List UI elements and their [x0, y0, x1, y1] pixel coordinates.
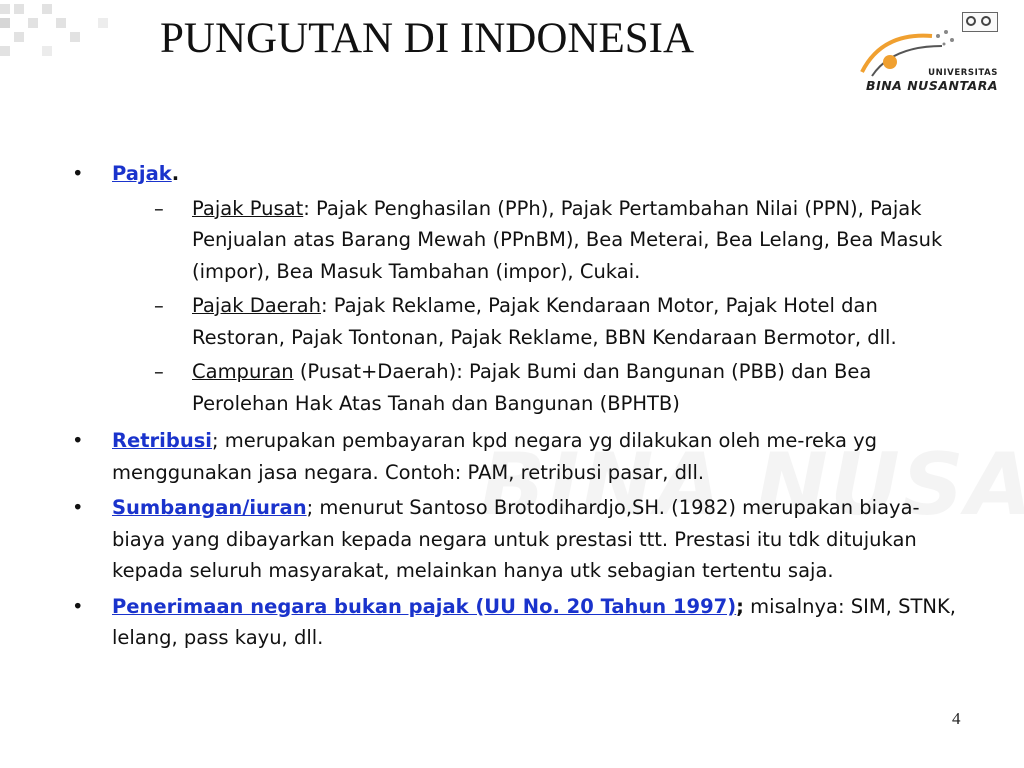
logo-text-universitas: UNIVERSITAS [928, 68, 998, 78]
bullet-retribusi: • Retribusi; merupakan pembayaran kpd negara yg dilakukan oleh me-reka yg menggunakan jasa negara. Contoh: PAM, retribusi pasar, dll. [72, 429, 878, 484]
keyword-pnbp[interactable]: Penerimaan negara bukan pajak (UU No. 20 Tahun 1997) [112, 594, 737, 618]
label-pajak-pusat: Pajak Pusat [192, 196, 304, 220]
slide-body [72, 158, 972, 658]
pajak-sublist [112, 193, 972, 420]
bullet-pajak: • Pajak. – Pajak Pusat: Pajak Penghasilan (PPh), Pajak Pertambahan Nilai (PPN), Pajak Penjualan atas Barang Mewah (PPnBM), Bea Meterai, Bea Lelang, Bea Masuk (impor), Bea Masuk Tambahan (impor), Cukai. – Pajak Daerah: Pajak Reklame, Pajak Kendaraan Motor, Pajak Hotel dan Restoran, Pajak Tontonan, Pajak Reklame, BBN Kendaraan Bermotor, dll. – Campuran (Pusat+Daerah): Pajak Bumi dan Bangunan (PBB) dan Bea Perolehan Hak Atas Tanah dan Bangunan (BPHTB) [72, 158, 972, 419]
university-logo [852, 8, 1002, 98]
label-campuran: Campuran [192, 360, 294, 383]
label-pajak-daerah: Pajak Daerah [192, 294, 321, 317]
logo-text-bina-nusantara: BINA NUSANTARA [866, 78, 998, 93]
keyword-pajak[interactable]: Pajak [112, 162, 172, 185]
keyword-retribusi[interactable]: Retribusi [112, 429, 212, 452]
bullet-pnbp: • Penerimaan negara bukan pajak (UU No. 20 Tahun 1997); misalnya: SIM, STNK, lelang, pass kayu, dll. [72, 594, 956, 649]
sub-item-campuran: – Campuran (Pusat+Daerah): Pajak Bumi dan Bangunan (PBB) dan Bea Perolehan Hak Atas Tanah dan Bangunan (BPHTB) [154, 360, 872, 415]
sub-item-pajak-pusat: – Pajak Pusat: Pajak Penghasilan (PPh), Pajak Pertambahan Nilai (PPN), Pajak Penjualan atas Barang Mewah (PPnBM), Bea Meterai, Bea Lelang, Bea Masuk (impor), Bea Masuk Tambahan (impor), Cukai. [154, 196, 943, 283]
corner-decoration [0, 0, 150, 60]
keyword-sumbangan[interactable]: Sumbangan/iuran [112, 496, 307, 519]
slide-title: PUNGUTAN DI INDONESIA [160, 15, 695, 62]
sub-item-pajak-daerah: – Pajak Daerah: Pajak Reklame, Pajak Kendaraan Motor, Pajak Hotel dan Restoran, Pajak Tontonan, Pajak Reklame, BBN Kendaraan Bermotor, dll. [154, 294, 897, 349]
bullet-mark: • [72, 162, 84, 185]
bullet-sumbangan: • Sumbangan/iuran; menurut Santoso Brotodihardjo,SH. (1982) merupakan biaya-biaya yang dibayarkan kepada negara untuk prestasi ttt. Prestasi itu tdk ditujukan kepada seluruh masyarakat, melainkan hanya utk sebagian tertentu saja. [72, 496, 920, 582]
page-number: 4 [952, 709, 961, 728]
certification-icon [962, 12, 998, 32]
